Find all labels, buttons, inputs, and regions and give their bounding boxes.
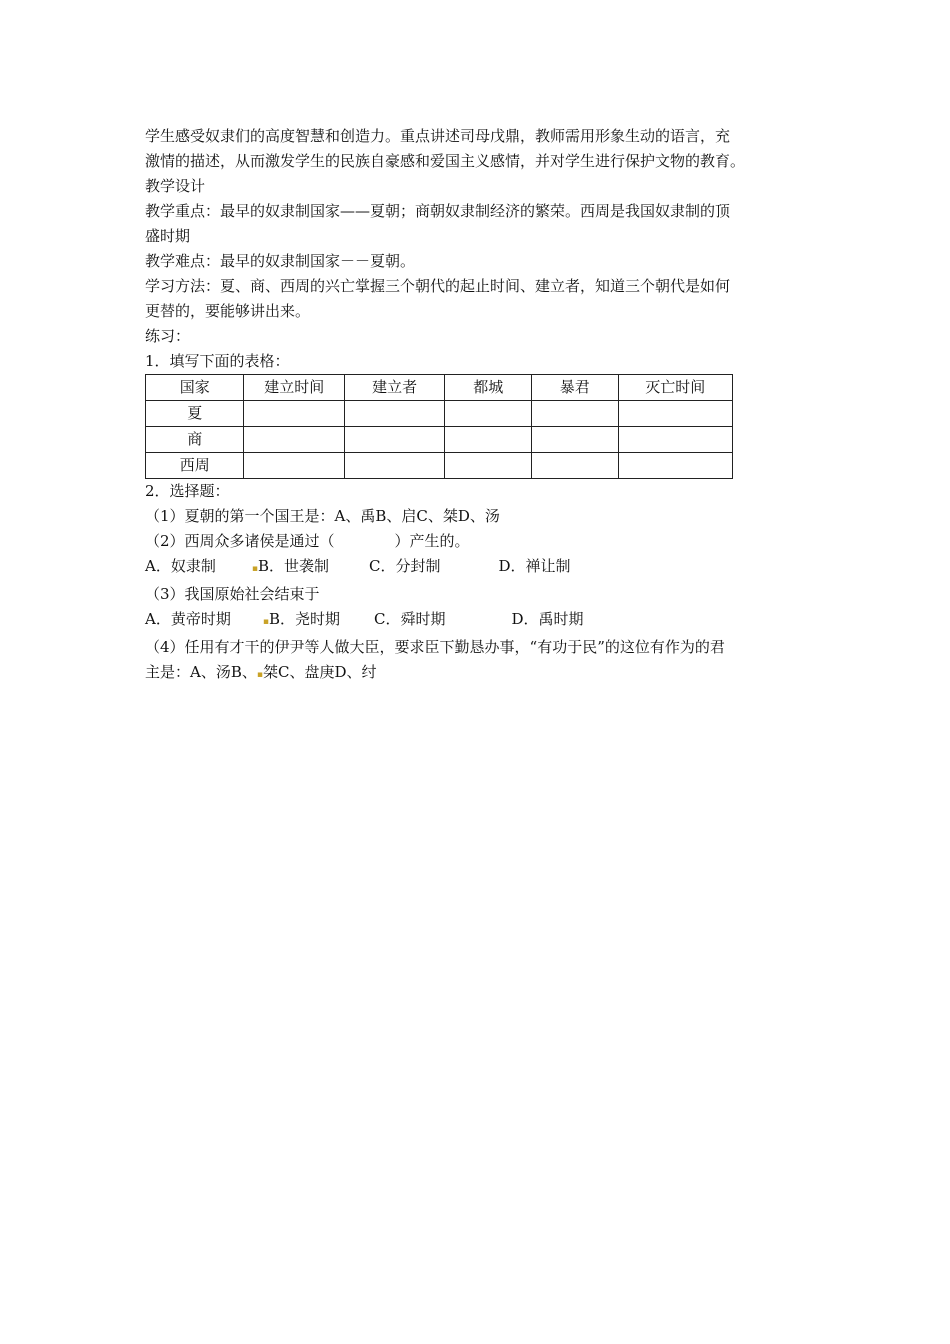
mark-dot: ▪	[256, 670, 263, 680]
paragraph-line: 更替的，要能够讲出来。	[145, 302, 311, 320]
paragraph-line: 学生感受奴隶们的高度智慧和创造力。重点讲述司母戊鼎，教师需用形象生动的语言，充	[145, 127, 731, 145]
exercise-heading: 练习：	[145, 327, 191, 345]
header-cell: 建立时间	[244, 375, 344, 401]
option-d: D．禹时期	[511, 610, 584, 628]
blank-cell	[344, 427, 444, 453]
header-cell: 暴君	[531, 375, 618, 401]
header-cell: 灭亡时间	[618, 375, 732, 401]
blank-cell	[445, 401, 532, 427]
option-b: ▪B．世袭制	[251, 557, 329, 575]
row-label-cell: 夏	[146, 401, 244, 427]
blank-cell	[344, 453, 444, 479]
question-3-options	[145, 607, 815, 635]
table-row	[146, 453, 733, 479]
blank-cell	[244, 401, 344, 427]
option-c: C．分封制	[368, 557, 441, 575]
section-heading: 教学设计	[145, 177, 206, 195]
question-4: （4）任用有才干的伊尹等人做大臣，要求臣下勤恳办事，“有功于民”的这位有作为的君	[145, 638, 725, 656]
blank-cell	[531, 401, 618, 427]
question-2: （2）西周众多诸侯是通过（ ）产生的。	[145, 532, 470, 550]
header-cell: 国家	[146, 375, 244, 401]
blank-cell	[618, 401, 732, 427]
blank-cell	[244, 427, 344, 453]
paragraph-line: 盛时期	[145, 227, 191, 245]
option-b: ▪B．尧时期	[262, 610, 340, 628]
question-2-options	[145, 554, 815, 582]
header-cell: 建立者	[344, 375, 444, 401]
header-cell: 都城	[445, 375, 532, 401]
mark-dot: ▪	[262, 617, 269, 627]
option-a: A．黄帝时期	[145, 610, 231, 628]
table-row	[146, 427, 733, 453]
option-d: D．禅让制	[498, 557, 571, 575]
dynasty-table	[145, 374, 733, 479]
question-1: （1）夏朝的第一个国王是：A、禹B、启C、桀D、汤	[145, 507, 500, 525]
table-row	[146, 401, 733, 427]
blank-cell	[531, 453, 618, 479]
blank-cell	[618, 453, 732, 479]
row-label-cell: 商	[146, 427, 244, 453]
blank-cell	[445, 427, 532, 453]
blank-cell	[244, 453, 344, 479]
question-4-options	[145, 660, 815, 688]
question-4-options-part: 桀C、盘庚D、纣	[262, 663, 377, 681]
dynasty-table-wrapper	[145, 374, 815, 479]
option-a: A．奴隶制	[145, 557, 216, 575]
option-c: C．舜时期	[373, 610, 446, 628]
row-label-cell: 西周	[146, 453, 244, 479]
paragraph-line: 教学重点：最早的奴隶制国家——夏朝；商朝奴隶制经济的繁荣。西周是我国奴隶制的顶	[145, 202, 731, 220]
question-3: （3）我国原始社会结束于	[145, 585, 320, 603]
exercise-1-prompt: 1．填写下面的表格：	[145, 352, 290, 370]
blank-cell	[618, 427, 732, 453]
paragraph-line: 激情的描述，从而激发学生的民族自豪感和爱国主义感情，并对学生进行保护文物的教育。	[145, 152, 746, 170]
exercise-2-heading: 2．选择题：	[145, 482, 230, 500]
document-body	[145, 124, 815, 688]
blank-cell	[344, 401, 444, 427]
blank-cell	[445, 453, 532, 479]
question-4-options-part: 主是：A、汤B、	[145, 663, 257, 681]
paragraph-line: 学习方法：夏、商、西周的兴亡掌握三个朝代的起止时间、建立者，知道三个朝代是如何	[145, 277, 731, 295]
table-header-row	[146, 375, 733, 401]
blank-cell	[531, 427, 618, 453]
mark-dot: ▪	[251, 564, 258, 574]
paragraph-line: 教学难点：最早的奴隶制国家－－夏朝。	[145, 252, 416, 270]
